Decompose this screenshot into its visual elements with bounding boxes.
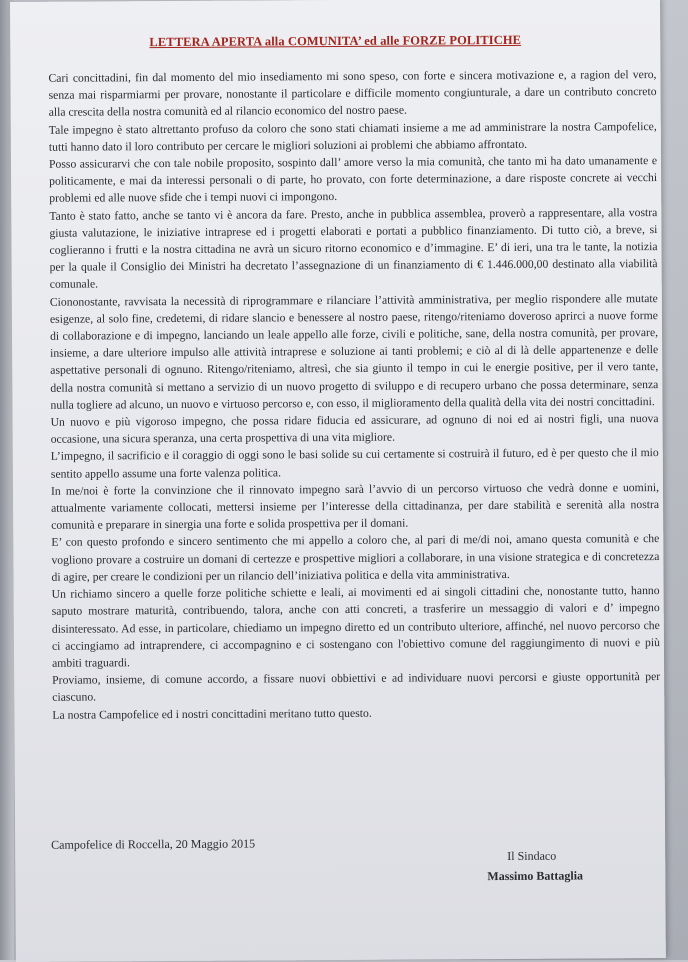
paragraph-1: Cari concittadini, fin dal momento del mio insediamento mi sono speso, con forte e sincera motivazione e, a ragion del vero, senza mai risparmiarmi per provare, nonostante il particolare e difficile momento congiunturale, a dare un contributo concreto alla crescita della nostra comunità ed al rilancio economico del nostro paese. [48, 68, 657, 120]
paragraph-4: Tanto è stato fatto, anche se tanto vi è ancora da fare. Presto, anche in pubblica assemblea, proverò a rappresentare, alla vostra giusta valutazione, le iniziative intraprese ed i progetti elaborati e portati a pubblico finanziamento. Di tutto ciò, a breve, si coglieranno i frutti e la nostra cittadina ne avrà un sicuro ritorno economico e d’immagine. E’ di ieri, una tra le tante, la notizia per la quale il Consiglio dei Ministri ha decretato l’assegnazione di un finanziamento di € 1.446.000,00 destinato alla viabilità comunale. [49, 205, 658, 292]
paragraph-6: Un nuovo e più vigoroso impegno, che possa ridare fiducia ed assicurare, ad ognuno di noi ed ai nostri figli, una nuova occasione, una sicura speranza, una certa prospettiva di una vita migliore. [50, 412, 659, 447]
letter-sheet [10, 0, 666, 962]
place-and-date: Campofelice di Roccella, 20 Maggio 2015 [51, 836, 256, 852]
paragraph-2: Tale impegno è stato altrettanto profuso da coloro che sono stati chiamati insieme a me ad amministrare la nostra Campofelice, tutti hanno dato il loro contributo per cercare le migliori soluzioni ai problemi che abbiamo affrontato. [48, 119, 657, 154]
paragraph-12: La nostra Campofelice ed i nostri concittadini meritano tutto questo. [52, 706, 372, 722]
paragraph-11: Proviamo, insieme, di comune accordo, a fissare nuovi obbiettivi e ad individuare nuovi percorsi e giuste opportunità per ciascuno. [52, 670, 661, 705]
paragraph-3: Posso assicurarvi che con tale nobile proposito, sospinto dall’ amore verso la mia comunità, che tanto mi ha dato umanamente e politicamente, e mai da interessi personali o di parte, ho provato, con forte determinazione, a dare risposte concrete ai vecchi problemi ed alle nuove sfide che i tempi nuovi ci impongono. [48, 154, 658, 206]
signature-name: Massimo Battaglia [487, 868, 584, 884]
paragraph-9: E’ con questo profondo e sincero sentimento che mi appello a coloro che, al pari di me/di noi, amano questa comunità e che vogliono provare a costruire un domani di certezze e prospettive migliori a collaborare, in una visione strategica e di concretezza di agire, per creare le condizioni per un rilancio dell’iniziativa politica e della vita amministrativa. [51, 532, 660, 584]
paragraph-8: In me/noi è forte la convinzione che il rinnovato impegno sarà l’avvio di un percorso virtuoso che vedrà donne e uomini, attualmente variamente collocati, mettersi insieme per l’interesse della cittadinanza, per dare stabilità e serenità alla nostra comunità e preparare in sinergia una forte e solida prospettiva per il domani. [50, 480, 660, 533]
paragraph-7: L’impegno, il sacrificio e il coraggio di oggi sono le basi solide su cui certamente si costruirà il futuro, ed è per questo che il mio sentito appello assume una forte valenza politica. [50, 446, 659, 481]
letter-body [48, 66, 660, 723]
paragraph-10: Un richiamo sincero a quelle forze politiche schiette e leali, ai movimenti ed ai singoli cittadini che, nonostante tutto, hanno saputo mostrare maturità, contribuendo, talora, anche con atti concreti, a trasferire un messaggio di valori e d’ impegno disinteressato. Ad esse, in particolare, chiediamo un impegno diretto ed un contributo ulteriore, affinché, nel nuovo percorso che ci accingiamo ad intraprendere, ci accompagnino e ci sostengano con l'obiettivo comune del raggiungimento di nuovi e più ambiti traguardi. [51, 584, 660, 670]
paragraph-5: Ciononostante, ravvisata la necessità di riprogrammare e rilanciare l’attività amministrativa, per meglio rispondere alle mutate esigenze, al solo fine, credetemi, di ridare slancio e benessere al nostro paese, ritengo/riteniamo doveroso aprirci a nuove forme di collaborazione e di impegno, lanciando un leale appello alle forze, civili e politiche, sane, della nostra comunità, per provare, insieme, a dare ulteriore impulso alle attività intraprese e soluzione ai tanti problemi; e ciò al di là delle appartenenze e delle aspettative personali di ognuno. Ritengo/riteniamo, altresì, che sia giunto il tempo in cui le energie positive, per il vero tante, della nostra comunità si mettano a servizio di un nuovo progetto di sviluppo e di recupero urbano che possa determinare, senza nulla togliere ad alcuno, un nuovo e virtuoso percorso e, con esso, il miglioramento della qualità della vita dei nostri concittadini. [49, 291, 659, 412]
letter-title: LETTERA APERTA alla COMUNITA’ ed alle FORZE POLITICHE [149, 32, 522, 50]
signature-title: Il Sindaco [507, 848, 557, 863]
